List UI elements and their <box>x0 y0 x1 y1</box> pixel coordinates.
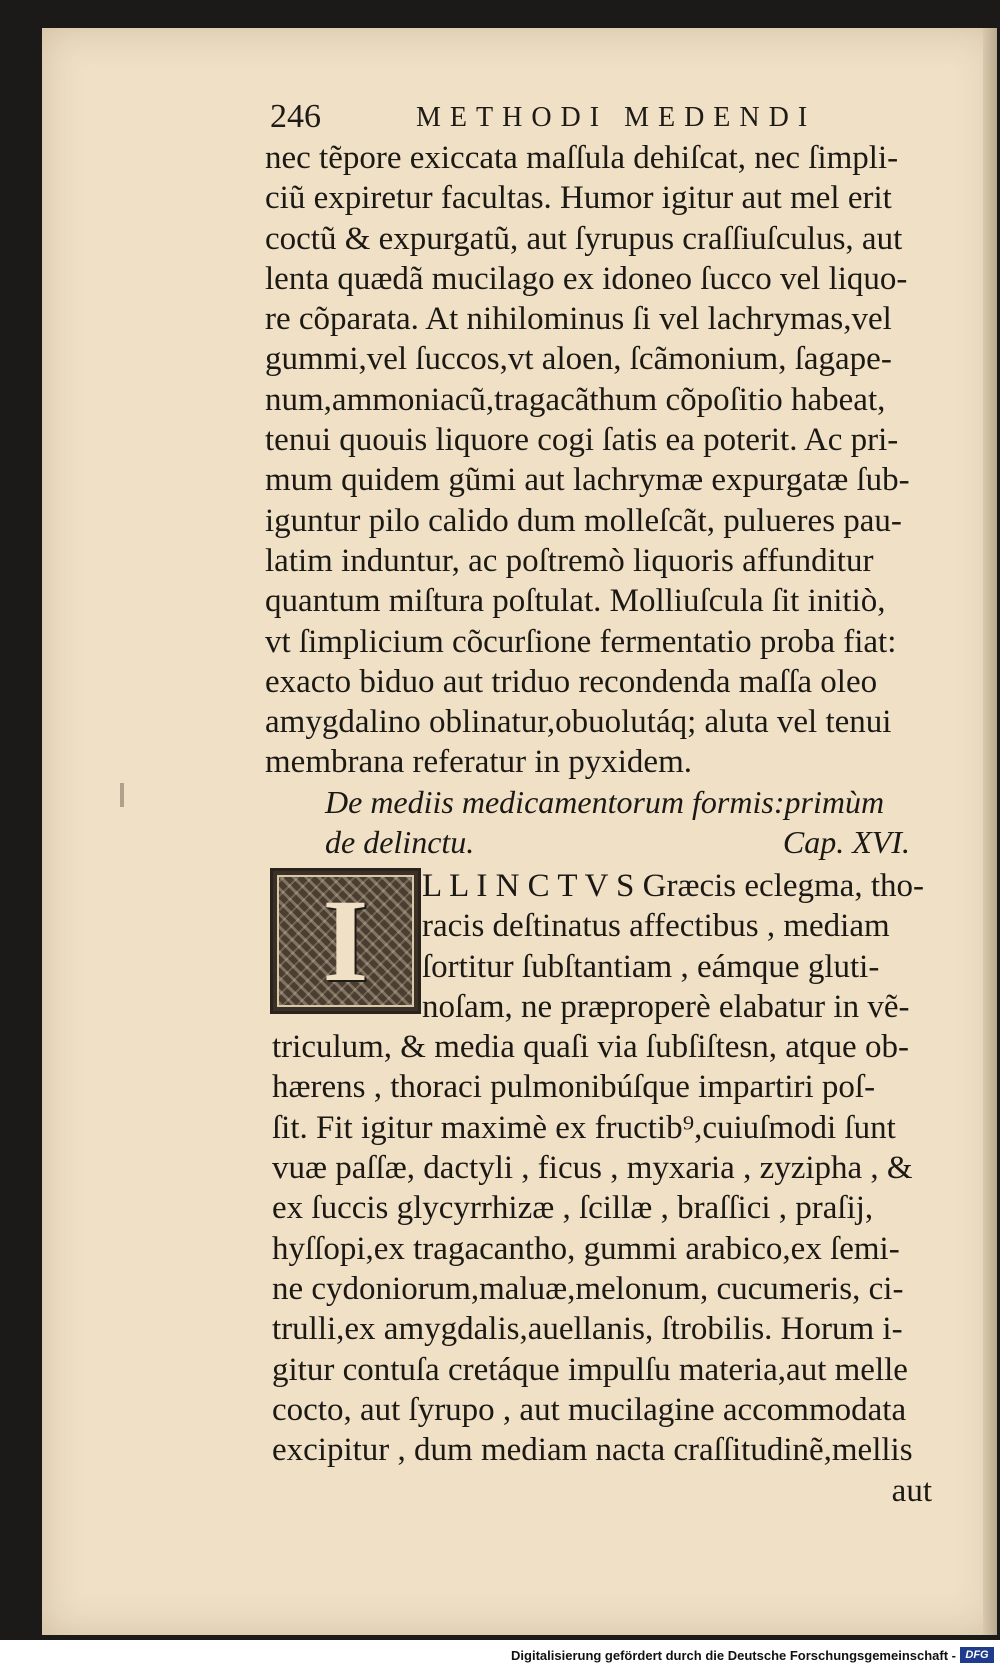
text-line: coctũ & expurgatũ, aut ſyrupus craſſiuſculus, aut <box>265 220 903 257</box>
text-line: amygdalino oblinatur,obuolutáq; aluta vel tenui <box>265 704 892 741</box>
text-line: L L I N C T V S Græcis eclegma, tho- <box>422 868 924 904</box>
text-line: num,ammoniacũ,tragacãthum cõpoſitio habeat, <box>265 381 886 418</box>
text-line: exacto biduo aut triduo recondenda maſſa oleo <box>265 663 878 700</box>
chapter-heading-line2: de delinctu. <box>325 824 475 860</box>
text-line: racis deſtinatus affectibus , mediam <box>422 908 890 945</box>
text-line: ex ſuccis glycyrrhizæ , ſcillæ , braſſici , praſij, <box>272 1190 874 1227</box>
dfg-logo: DFG <box>960 1647 994 1663</box>
text-line: lenta quædã mucilago ex idoneo ſucco vel liquo- <box>265 260 908 297</box>
footer-credit: Digitalisierung gefördert durch die Deutsche Forschungsgemeinschaft - <box>511 1648 956 1663</box>
catchword: aut <box>891 1473 932 1509</box>
text-line: vt ſimplicium cõcurſione fermentatio proba fiat: <box>265 623 897 660</box>
text-line: hyſſopi,ex tragacantho, gummi arabico,ex ſemi- <box>272 1230 900 1267</box>
margin-mark <box>120 783 124 807</box>
text-line: triculum, & media quaſi via ſubſiſtesn, atque ob- <box>272 1029 909 1066</box>
initial-letter: I <box>322 875 369 1006</box>
text-line: hærens , thoraci pulmonibúſque impartiri poſ- <box>272 1069 876 1106</box>
chapter-number: Cap. XVI. <box>782 824 910 860</box>
text-line: latim induntur, ac poſtremò liquoris affunditur <box>265 542 874 579</box>
text-line: ciũ expiretur facultas. Humor igitur aut mel erit <box>265 180 892 217</box>
main-text <box>265 138 1000 783</box>
text-line: ne cydoniorum,maluæ,melonum, cucumeris, ci- <box>272 1270 904 1307</box>
text-line: iguntur pilo calido dum molleſcãt, pulueres pau- <box>265 502 902 539</box>
text-line: tenui quouis liquore cogi ſatis ea poterit. Ac pri- <box>265 422 899 459</box>
text-line: gummi,vel ſuccos,vt aloen, ſcãmonium, ſagape- <box>265 341 892 378</box>
text-line: membrana referatur in pyxidem. <box>265 744 692 781</box>
chapter-heading-line1: De mediis medicamentorum formis:primùm <box>325 784 885 820</box>
page-header <box>270 98 910 138</box>
chapter-heading <box>325 782 965 862</box>
page-number: 246 <box>270 98 321 135</box>
text-line: noſam, ne præproperè elabatur in vẽ- <box>422 988 910 1025</box>
text-line: excipitur , dum mediam nacta craſſitudinẽ,mellis <box>272 1432 913 1469</box>
footer-bar <box>0 1640 1000 1670</box>
text-line: vuæ paſſæ, dactyli , ficus , myxaria , zyzipha , & <box>272 1150 913 1187</box>
chapter-text <box>272 866 992 1470</box>
text-line: nec tẽpore exiccata maſſula dehiſcat, nec ſimpli- <box>265 140 899 176</box>
text-line: ſortitur ſubſtantiam , eámque gluti- <box>422 948 880 985</box>
text-line: re cõparata. At nihilominus ſi vel lachrymas,vel <box>265 301 892 338</box>
text-line: ſit. Fit igitur maximè ex fructib⁹,cuiuſmodi ſunt <box>272 1109 896 1146</box>
text-line: trulli,ex amygdalis,auellanis, ſtrobilis. Horum i- <box>272 1311 903 1348</box>
text-line: quantum miſtura poſtulat. Molliuſcula ſit initiò, <box>265 583 886 620</box>
text-line: mum quidem gũmi aut lachrymæ expurgatæ ſub- <box>265 462 910 499</box>
running-title: METHODI MEDENDI <box>416 102 817 133</box>
text-line: gitur contuſa cretáque impulſu materia,aut melle <box>272 1351 908 1388</box>
text-line: cocto, aut ſyrupo , aut mucilagine accommodata <box>272 1391 907 1428</box>
